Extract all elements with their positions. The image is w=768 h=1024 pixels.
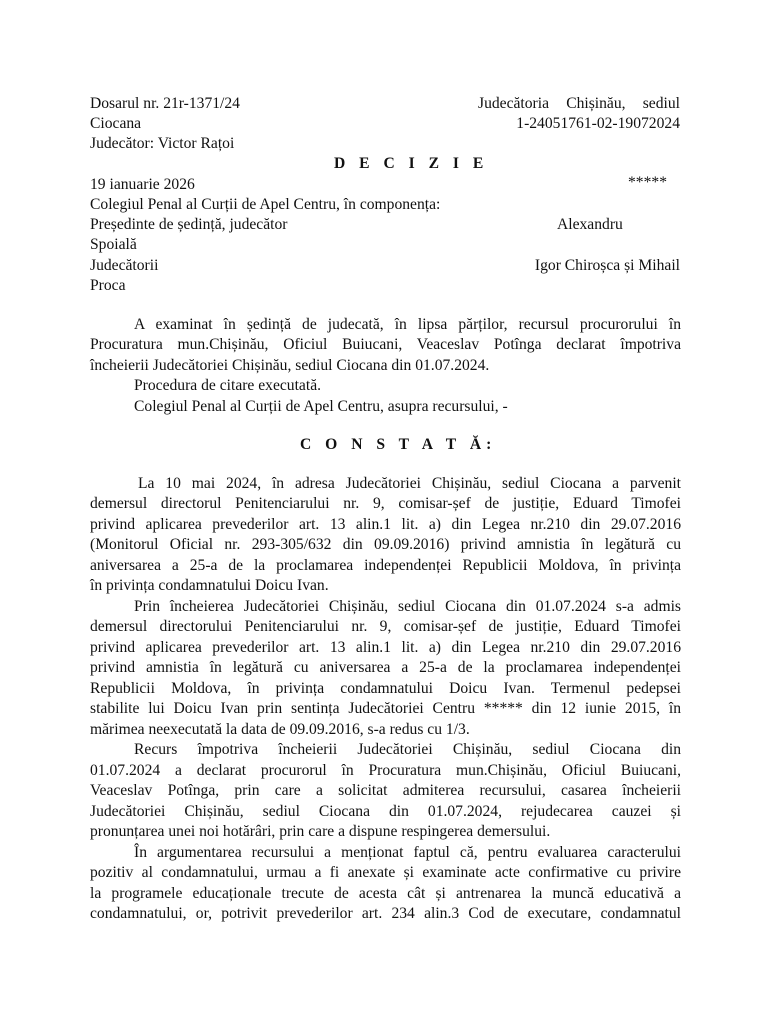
president-label: Președinte de ședință, judecător	[90, 216, 288, 233]
paragraph-line: 01.07.2024 a declarat procurorul în Procuratura mun.Chișinău, Oficiul Buiucani,	[90, 762, 681, 779]
president-name-last: Spoială	[90, 236, 137, 253]
paragraph-line: Veaceslav Potînga, prin care a solicitat admiterea recursului, casarea încheierii	[90, 782, 681, 799]
paragraph-line: demersul directorul Penitenciarului nr. 9, comisar-șef de justiție, Eduard Timofei	[90, 495, 681, 512]
paragraph-line: pozitiv al condamnatului, urmau a fi anexate și examinate acte confirmative cu privire	[90, 864, 681, 881]
paragraph-line: pronunțarea unei noi hotărâri, prin care a dispune respingerea demersului.	[90, 823, 551, 840]
judge-name: Judecător: Victor Rațoi	[90, 135, 235, 152]
court-seat: Ciocana	[90, 115, 142, 132]
decision-date: 19 ianuarie 2026	[90, 176, 195, 193]
file-number: 1-24051761-02-19072024	[516, 115, 680, 132]
intro-line: A examinat în ședință de judecată, în lipsa părților, recursul procurorului în	[134, 316, 681, 333]
college-statement: Colegiul Penal al Curții de Apel Centru, asupra recursului, -	[134, 398, 508, 415]
paragraph-line: (Monitorul Oficial nr. 293-305/632 din 09.09.2016) privind amnistia în legătură cu	[90, 536, 681, 553]
judges-names: Igor Chiroșca și Mihail	[534, 257, 680, 274]
intro-line: Procuratura mun.Chișinău, Oficiul Buiucani, Veaceslav Potînga declarat împotriva	[90, 336, 681, 353]
paragraph-line: privind amnistia în legătură cu aniversarea a 25-a de la proclamarea independenței	[90, 659, 681, 676]
paragraph-line: privind aplicarea prevederilor art. 13 alin.1 lit. a) din Legea nr.210 din 29.07.2016	[90, 516, 681, 533]
court-name: Judecătoria Chișinău, sediul	[478, 95, 680, 112]
paragraph-line: Judecătoriei Chișinău, sediul Ciocana din 01.07.2024, rejudecarea cauzei și	[90, 803, 681, 820]
paragraph-line: la programele educaționale trecute de acesta cât și antrenarea la muncă educativă a	[90, 885, 681, 902]
paragraph-line: în privința condamnatului Doicu Ivan.	[90, 577, 329, 594]
paragraph-line: privind aplicarea prevederilor art. 13 alin.1 lit. a) din Legea nr.210 din 29.07.2016	[90, 639, 681, 656]
anonymization-stars: *****	[628, 174, 667, 191]
president-name-first: Alexandru	[557, 216, 623, 233]
paragraph-line: Prin încheierea Judecătoriei Chișinău, sediul Ciocana din 01.07.2024 s-a admis	[134, 598, 681, 615]
paragraph-line: aniversarea a 25-a de la proclamarea independenței Republicii Moldova, în privința	[90, 557, 681, 574]
citation-procedure: Procedura de citare executată.	[134, 377, 322, 394]
composition-intro: Colegiul Penal al Curții de Apel Centru, în componența:	[90, 196, 441, 213]
judges-label: Judecătorii	[90, 257, 159, 274]
paragraph-line: La 10 mai 2024, în adresa Judecătoriei Chișinău, sediul Ciocana a parvenit	[138, 475, 681, 492]
paragraph-line: condamnatului, or, potrivit prevederilor art. 234 alin.3 Cod de executare, condamnatul	[90, 905, 681, 922]
paragraph-line: stabilite lui Doicu Ivan prin sentința Judecătoriei Centru ***** din 12 iunie 2015, în	[90, 700, 681, 717]
paragraph-line: În argumentarea recursului a menționat faptul că, pentru evaluarea caracterului	[134, 844, 681, 861]
paragraph-line: demersul directorului Penitenciarului nr. 9, comisar-șef de justiție, Eduard Timofei	[90, 618, 681, 635]
intro-line: încheierii Judecătoriei Chișinău, sediul Ciocana din 01.07.2024.	[90, 357, 490, 374]
judges-names-continued: Proca	[90, 277, 126, 294]
case-number: Dosarul nr. 21r-1371/24	[90, 95, 240, 112]
paragraph-line: mărimea neexecutată la data de 09.09.2016, s-a redus cu 1/3.	[90, 721, 470, 738]
document-title: D E C I Z I E	[334, 155, 489, 172]
section-heading: C O N S T A T Ă:	[300, 436, 497, 453]
paragraph-line: Recurs împotriva încheierii Judecătoriei Chișinău, sediul Ciocana din	[134, 741, 681, 758]
paragraph-line: Republicii Moldova, în privința condamnatului Doicu Ivan. Termenul pedepsei	[90, 680, 681, 697]
